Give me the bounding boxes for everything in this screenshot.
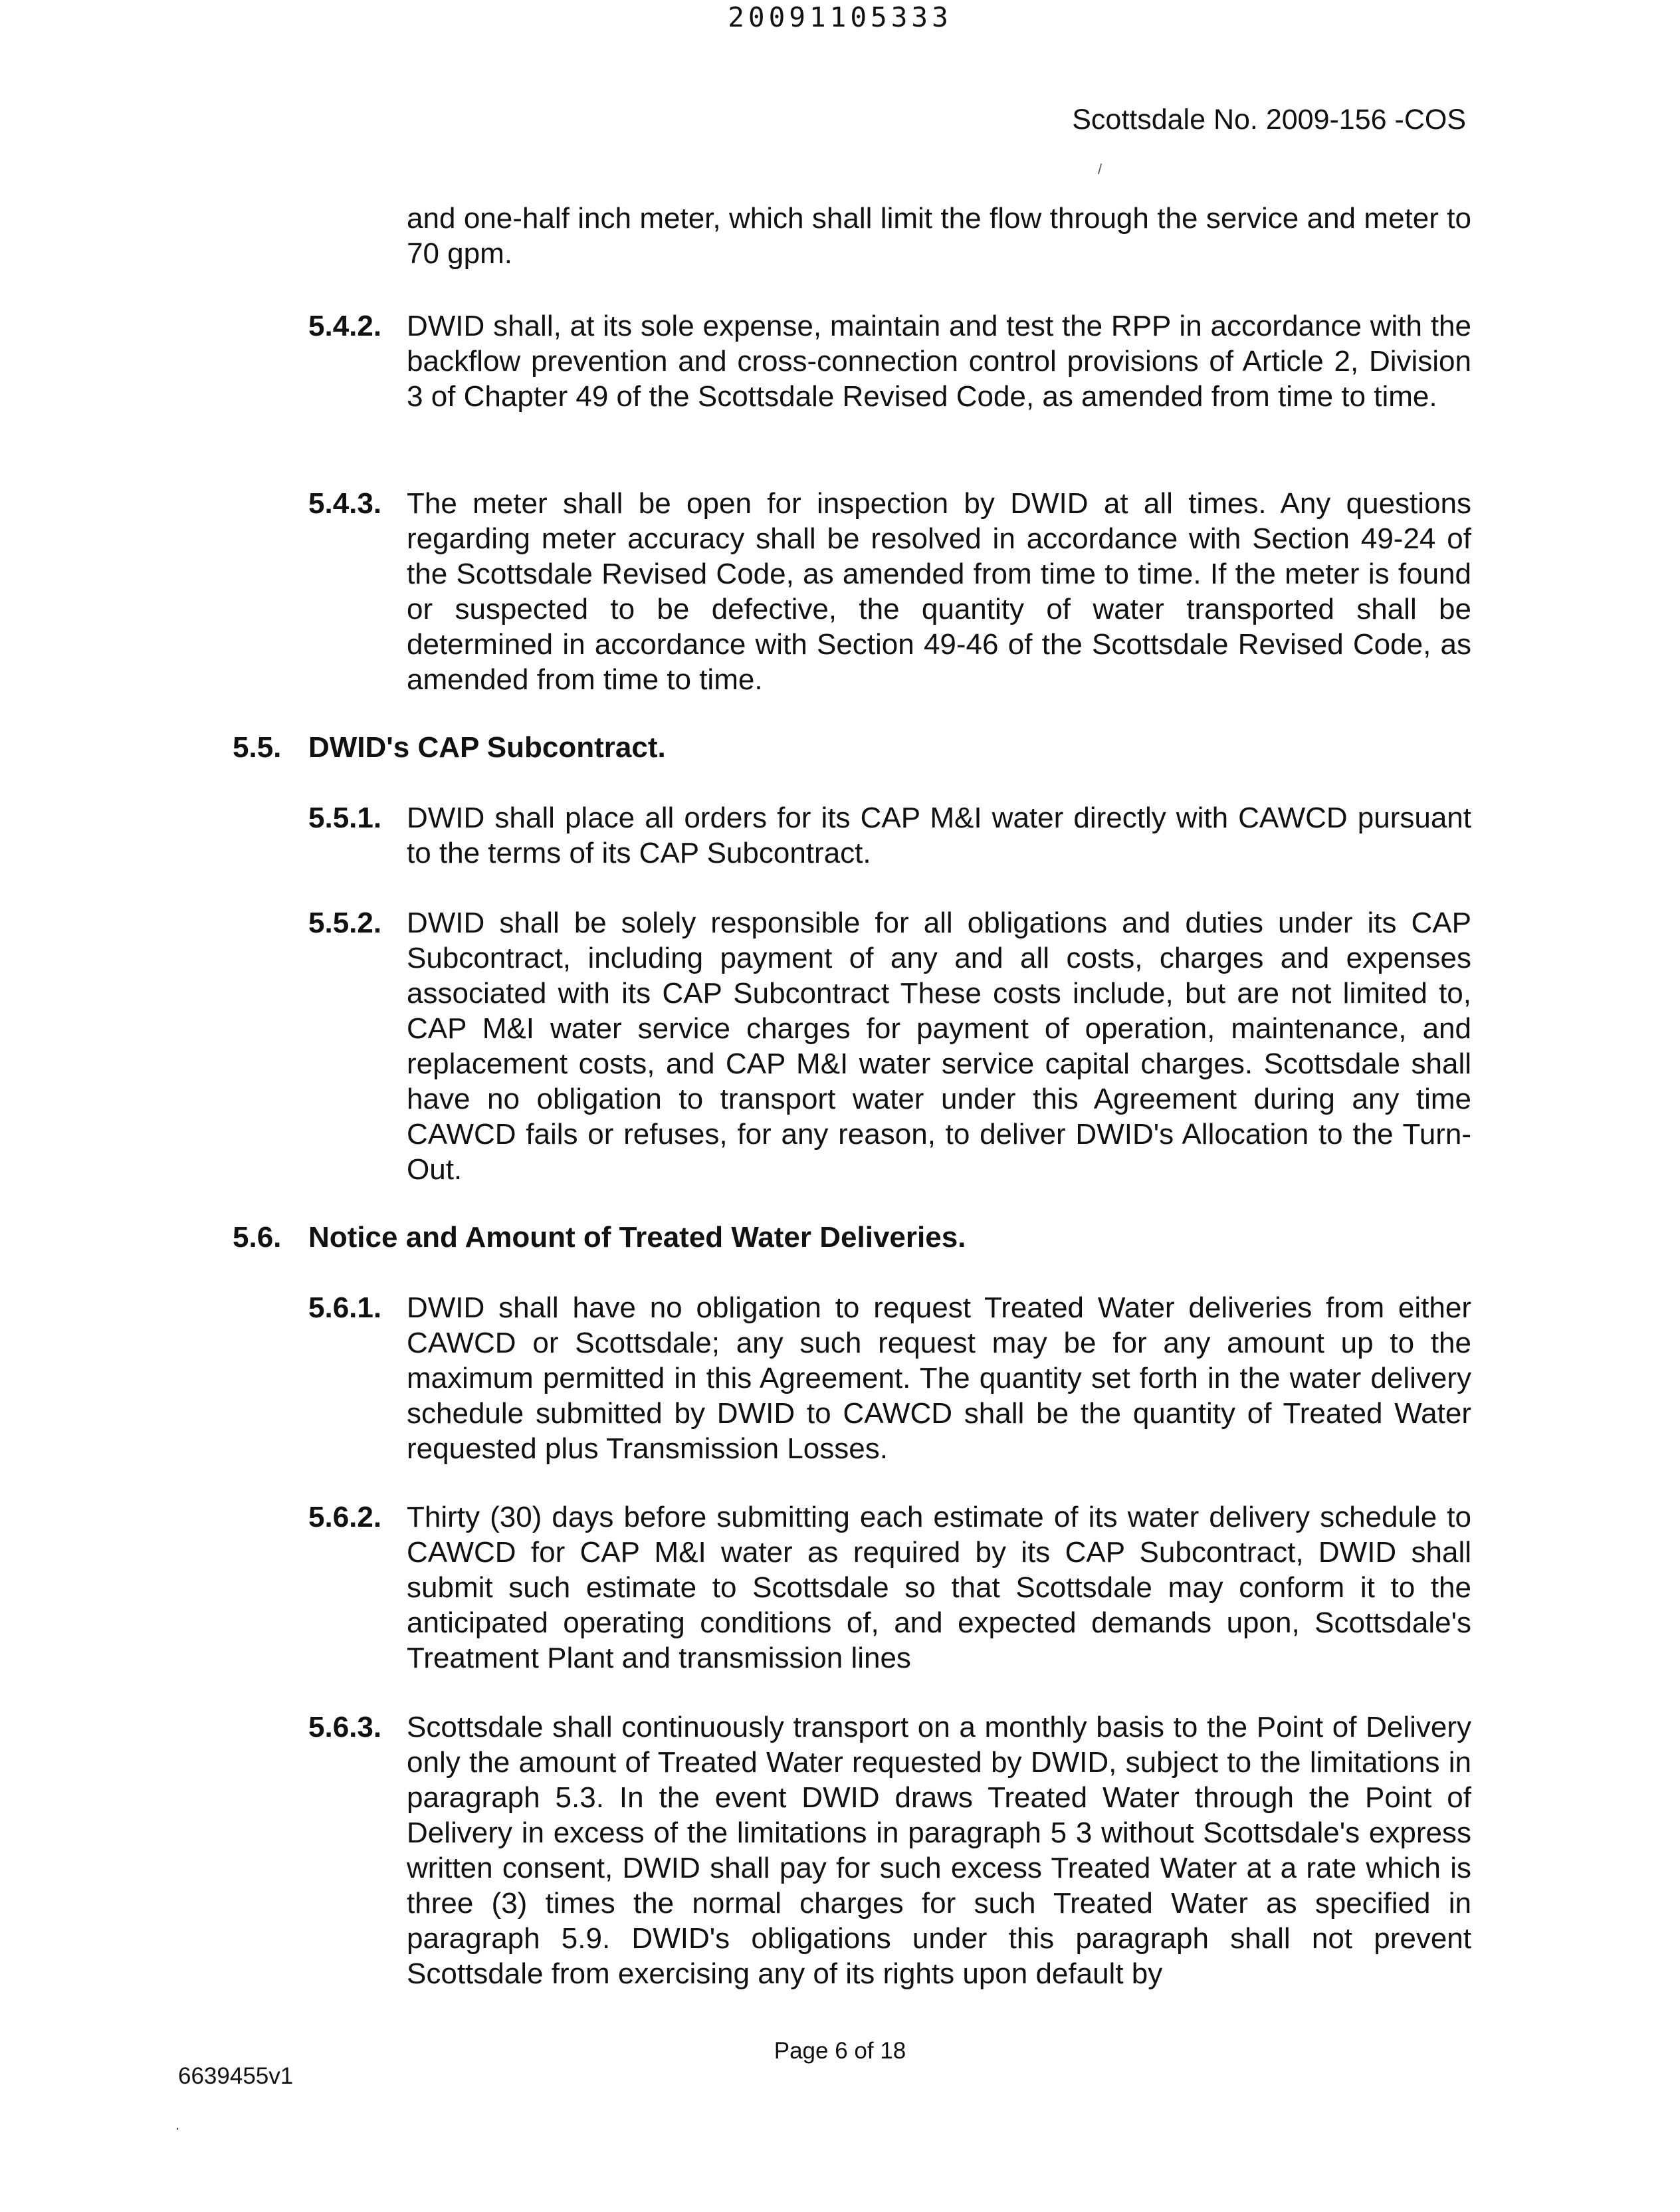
paragraph-5-6-3: Scottsdale shall continuously transport on a monthly basis to the Point of Delivery only the amount of Treated Water requested by DWID, subject to the limitations in paragraph 5.3. In the event DWID draws Treated Water through the Point of Delivery in excess of the limitations in paragraph 5 3 without Scottsdale's express written consent, DWID shall pay for such excess Treated Water at a rate which is three (3) times the normal charges for such Treated Water as specified in paragraph 5.9. DWID's obligations under this paragraph shall not prevent Scottsdale from exercising any of its rights upon default by xyxy=(407,1711,1471,1990)
recording-number: 20091105333 xyxy=(728,1,952,33)
page-number: Page 6 of 18 xyxy=(774,2038,906,2064)
scan-mark: / xyxy=(1098,161,1102,177)
paragraph-5-4-2: DWID shall, at its sole expense, maintain and test the RPP in accordance with the backflow prevention and cross-connection control provisions of Article 2, Division 3 of Chapter 49 of the Scottsdale Revised Code, as amended from time to time. xyxy=(407,310,1471,413)
section-number-5-4-2: 5.4.2. xyxy=(308,310,382,342)
section-number-5-4-3: 5.4.3. xyxy=(308,487,382,520)
section-number-5-6-1: 5.6.1. xyxy=(308,1291,382,1324)
section-number-5-6-2: 5.6.2. xyxy=(308,1501,382,1533)
heading-title: Notice and Amount of Treated Water Deliveries. xyxy=(308,1221,966,1254)
heading-number: 5.5. xyxy=(233,731,282,764)
paragraph-5-5-1: DWID shall place all orders for its CAP M&I water directly with CAWCD pursuant to the terms of its CAP Subcontract. xyxy=(407,802,1471,869)
paragraph-5-4-3: The meter shall be open for inspection by DWID at all times. Any questions regarding meter accuracy shall be resolved in accordance with Section 49-24 of the Scottsdale Revised Code, as amended from time to time. If the meter is found or suspected to be defective, the quantity of water transported shall be determined in accordance with Section 49-46 of the Scottsdale Revised Code, as amended from time to time. xyxy=(407,487,1471,696)
paragraph-5-6-1: DWID shall have no obligation to request Treated Water deliveries from either CAWCD or Scottsdale; any such request may be for any amount up to the maximum permitted in this Agreement. The quantity set forth in the water delivery schedule submitted by DWID to CAWCD shall be the quantity of Treated Water requested plus Transmission Losses. xyxy=(407,1291,1471,1465)
section-number-5-5-2: 5.5.2. xyxy=(308,907,382,939)
heading-title: DWID's CAP Subcontract. xyxy=(308,731,666,764)
document-id: 6639455v1 xyxy=(178,2063,294,2089)
section-number-5-6-3: 5.6.3. xyxy=(308,1711,382,1743)
heading-number: 5.6. xyxy=(233,1221,282,1254)
scan-dot: . xyxy=(175,2116,180,2133)
paragraph-5-6-2: Thirty (30) days before submitting each estimate of its water delivery schedule to CAWCD for CAP M&I water as required by its CAP Subcontract, DWID shall submit such estimate to Scottsdale so that Scottsdale may conform it to the anticipated operating conditions of, and expected demands upon, Scottsdale's Treatment Plant and transmission lines xyxy=(407,1501,1471,1674)
paragraph-5-5-2: DWID shall be solely responsible for all obligations and duties under its CAP Subcontract, including payment of any and all costs, charges and expenses associated with its CAP Subcontract These costs include, but are not limited to, CAP M&I water service charges for payment of operation, maintenance, and replacement costs, and CAP M&I water service capital charges. Scottsdale shall have no obligation to transport water under this Agreement during any time CAWCD fails or refuses, for any reason, to deliver DWID's Allocation to the Turn-Out. xyxy=(407,907,1471,1186)
section-number-5-5-1: 5.5.1. xyxy=(308,802,382,834)
ordinance-number: Scottsdale No. 2009-156 -COS xyxy=(1072,104,1466,136)
continued-paragraph: and one-half inch meter, which shall limit the flow through the service and meter to 70 gpm. xyxy=(407,202,1471,270)
